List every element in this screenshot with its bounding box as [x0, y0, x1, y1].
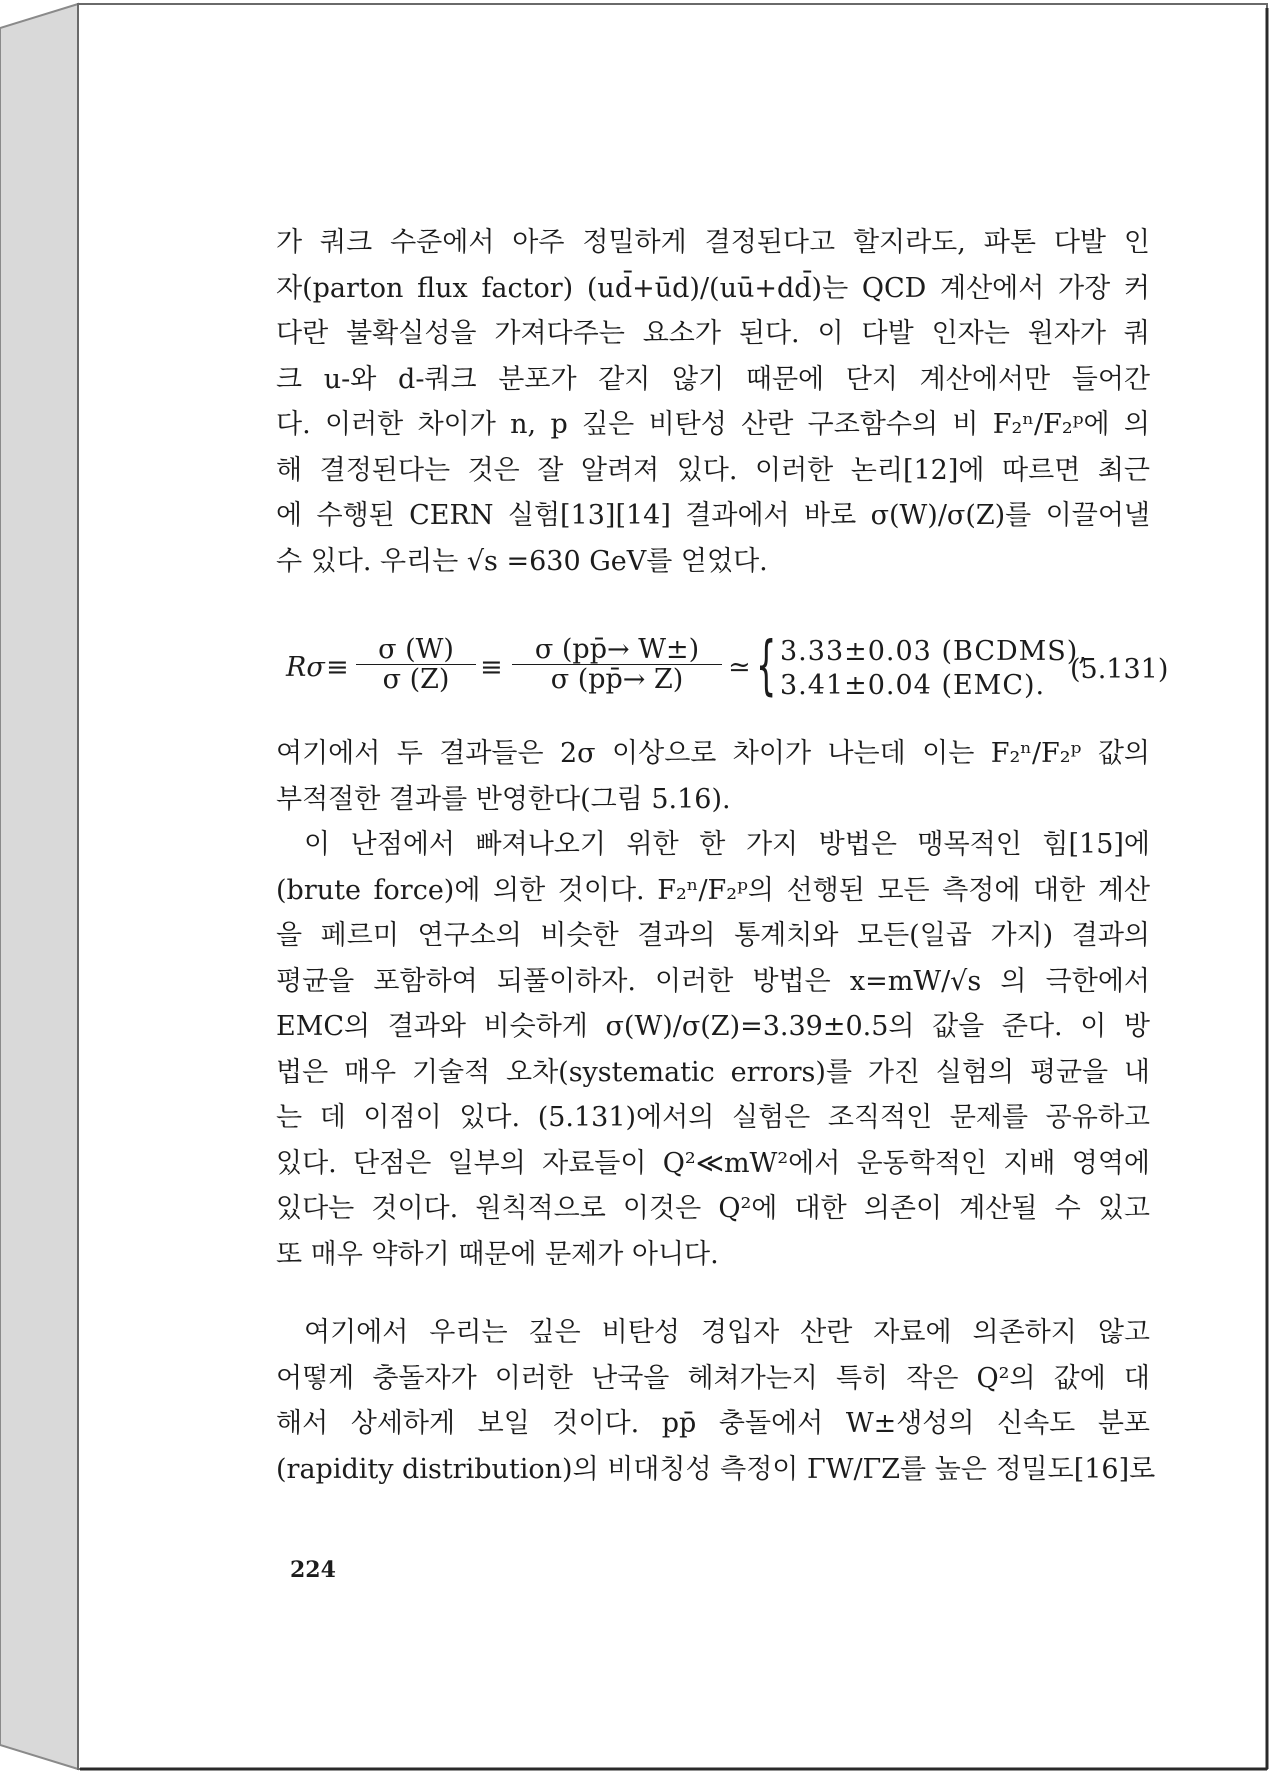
page-number: 224 — [290, 1557, 336, 1583]
text-line: 부적절한 결과를 반영한다(그림 5.16). — [276, 783, 731, 815]
text-line: 해서 상세하게 보일 것이다. pp̄ 충돌에서 W±생성의 신속도 분포 — [276, 1408, 1150, 1439]
equation-approx-sign: ≃ — [728, 652, 751, 683]
text-line: 는 데 이점이 있다. (5.131)에서의 실험은 조직적인 문제를 공유하고 — [276, 1102, 1150, 1133]
text-line: 있다는 것이다. 원칙적으로 이것은 Q²에 대한 의존이 계산될 수 있고 — [276, 1193, 1150, 1224]
paragraph-2 — [276, 731, 1150, 822]
text-line: 크 u-와 d-쿼크 분포가 같지 않기 때문에 단지 계산에서만 들어간 — [276, 363, 1150, 395]
text-line: (brute force)에 의한 것이다. F₂ⁿ/F₂ᵖ의 선행된 모든 측정에 대한 계산 — [276, 874, 1150, 906]
equation-equiv-sign: ≡ — [480, 652, 503, 683]
text-line: 가 쿼크 수준에서 아주 정밀하게 결정된다고 할지라도, 파톤 다발 인 — [276, 227, 1150, 258]
equation-5-131 — [280, 629, 1169, 708]
text-line: 여기에서 두 결과들은 2σ 이상으로 차이가 나는데 이는 F₂ⁿ/F₂ᵖ 값의 — [276, 738, 1150, 769]
paragraph-4 — [276, 1310, 1156, 1492]
text-line: EMC의 결과와 비슷하게 σ(W)/σ(Z)=3.39±0.5의 값을 준다. 이 방 — [276, 1011, 1150, 1042]
fraction-sigma-w-over-z — [356, 636, 476, 695]
equation-case-bcdms: 3.33±0.03 (BCDMS), — [780, 636, 1088, 667]
text-line: 다. 이러한 차이가 n, p 깊은 비탄성 산란 구조함수의 비 F₂ⁿ/F₂ᵖ에 의 — [276, 409, 1150, 440]
paragraph-3 — [276, 822, 1150, 1277]
equation-lhs: Rσ — [286, 652, 325, 683]
fraction-denominator: σ (Z) — [382, 664, 450, 695]
equation-case-emc: 3.41±0.04 (EMC). — [780, 670, 1046, 701]
text-line: 또 매우 약하기 때문에 문제가 아니다. — [276, 1238, 719, 1270]
text-line: 평균을 포함하여 되풀이하자. 이러한 방법은 x=mW/√s 의 극한에서 — [276, 965, 1150, 997]
text-line: 수 있다. 우리는 √s =630 GeV를 얻었다. — [276, 545, 768, 577]
equation-equiv-sign: ≡ — [326, 652, 349, 683]
text-line: 해 결정된다는 것은 잘 알려져 있다. 이러한 논리[12]에 따르면 최근 — [276, 454, 1150, 486]
text-line: 다란 불확실성을 가져다주는 요소가 된다. 이 다발 인자는 원자가 쿼 — [276, 318, 1150, 349]
text-line: 여기에서 우리는 깊은 비탄성 경입자 산란 자료에 의존하지 않고 — [304, 1317, 1150, 1348]
equation-number: (5.131) — [1070, 654, 1169, 685]
text-line: 법은 매우 기술적 오차(systematic errors)를 가진 실험의 평균을 내 — [276, 1056, 1150, 1088]
text-line: 이 난점에서 빠져나오기 위한 한 가지 방법은 맹목적인 힘[15]에 — [304, 829, 1150, 860]
text-line: 에 수행된 CERN 실험[13][14] 결과에서 바로 σ(W)/σ(Z)를 이끌어낼 — [276, 500, 1150, 531]
text-line: (rapidity distribution)의 비대칭성 측정이 ΓW/ΓZ를 높은 정밀도[16]로 — [276, 1453, 1156, 1485]
fraction-cross-section-ratio — [512, 636, 722, 695]
fraction-numerator: σ (pp̄→ W±) — [512, 636, 722, 665]
text-line: 어떻게 충돌자가 이러한 난국을 헤쳐가는지 특히 작은 Q²의 값에 대 — [276, 1362, 1150, 1394]
text-line: 자(parton flux factor) (ud̄+ūd)/(uū+dd̄)는 QCD 계산에서 가장 커 — [276, 272, 1150, 304]
text-line: 있다. 단점은 일부의 자료들이 Q²≪mW²에서 운동학적인 지배 영역에 — [276, 1147, 1150, 1179]
fraction-numerator: σ (W) — [356, 636, 476, 665]
text-line: 을 페르미 연구소의 비슷한 결과의 통계치와 모든(일곱 가지) 결과의 — [276, 920, 1150, 951]
equation-brace: { — [756, 629, 777, 703]
fraction-denominator: σ (pp̄→ Z) — [550, 664, 684, 695]
paragraph-1 — [276, 220, 1150, 584]
